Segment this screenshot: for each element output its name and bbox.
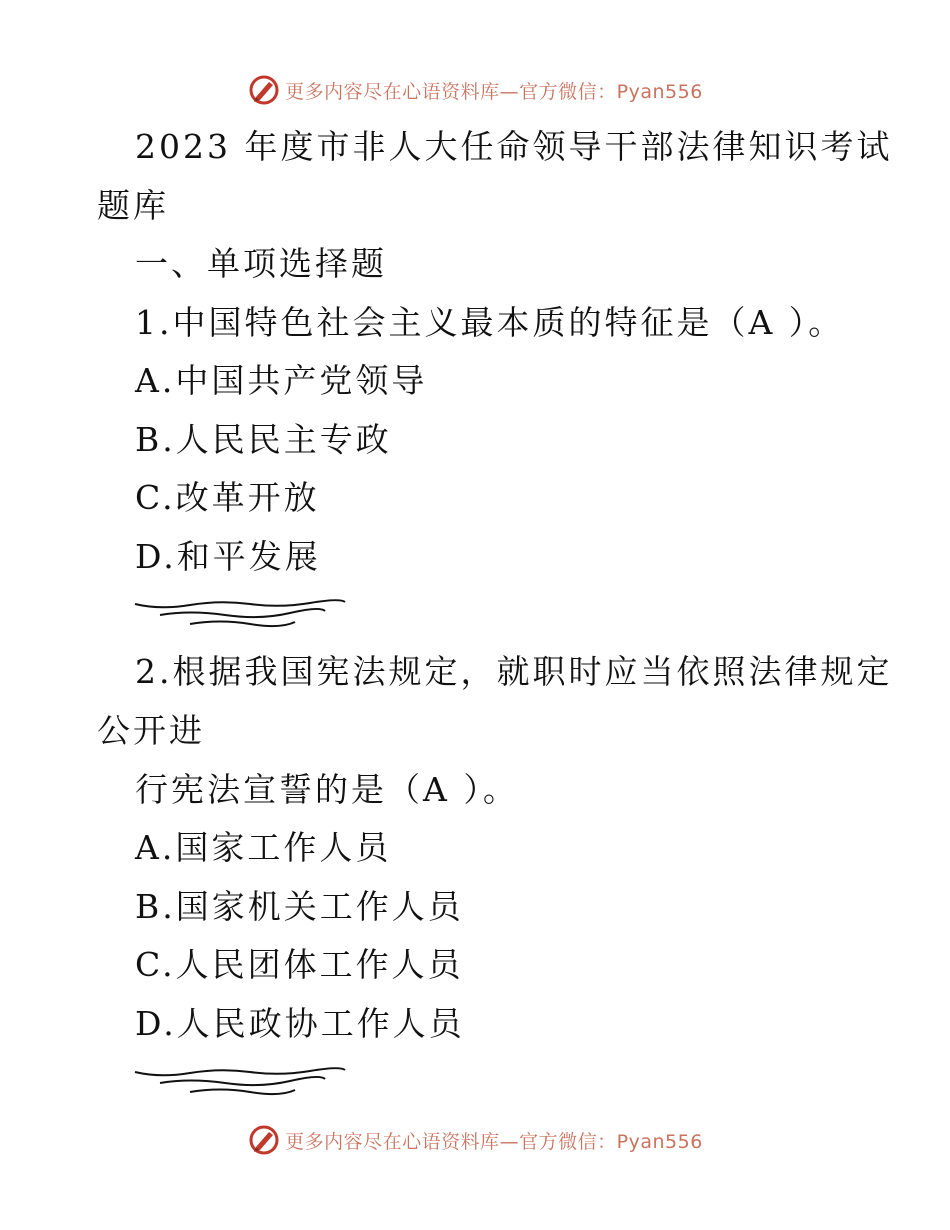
- section-heading: 一、单项选择题: [135, 244, 387, 283]
- red-pen-logo-icon: [247, 1123, 281, 1157]
- question-2-stem-line-2: 公开进: [97, 711, 205, 750]
- question-1-stem: 1.中国特色社会主义最本质的特征是（A ）。: [135, 303, 845, 342]
- document-title-line-1: 2023 年度市非人大任命领导干部法律知识考试: [135, 127, 893, 166]
- question-2-option-d: D.人民政协工作人员: [135, 1004, 465, 1043]
- question-1-option-c: C.改革开放: [135, 478, 320, 517]
- watermark-banner-top: [0, 70, 950, 110]
- question-1-option-a: A.中国共产党领导: [135, 361, 428, 400]
- question-1-option-b: B.人民民主专政: [135, 420, 392, 459]
- banner-text: 更多内容尽在心语资料库—官方微信：Pyan556: [285, 1130, 703, 1153]
- question-2-option-b: B.国家机关工作人员: [135, 887, 464, 926]
- document-title-line-2: 题库: [97, 186, 169, 225]
- question-1-option-d: D.和平发展: [135, 537, 321, 576]
- question-2-stem-line-1: 2.根据我国宪法规定，就职时应当依照法律规定: [135, 652, 893, 691]
- watermark-banner-bottom: [0, 1120, 950, 1160]
- wavy-divider-icon: [130, 1062, 350, 1098]
- question-2-option-a: A.国家工作人员: [135, 828, 392, 867]
- red-pen-logo-icon: [247, 73, 281, 107]
- wavy-divider-icon: [130, 594, 350, 630]
- question-2-option-c: C.人民团体工作人员: [135, 945, 464, 984]
- banner-text: 更多内容尽在心语资料库—官方微信：Pyan556: [285, 80, 703, 103]
- question-2-stem-line-3: 行宪法宣誓的是（A ）。: [135, 770, 519, 809]
